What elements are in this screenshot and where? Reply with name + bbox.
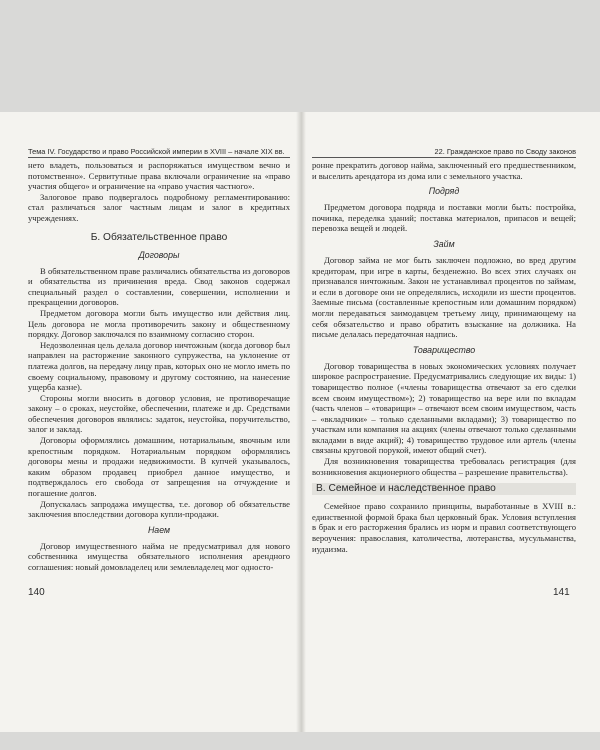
paragraph: Договор товарищества в новых экономических условиях получает широкое распространение. Предусматривались следующие их виды: 1) товарищество полное («члены товарищества отвечают за его сделки всем своим имуществом»); 2) товарищество на вере или по вкладам (часть членов – «товарищи» – отвечают всем своим имуществом, часть – «вкладчики» – только сделанными вкладами); 3) товарищество по участкам или компания на акциях (члены отвечают только сделанными вкладами в виде акций); 4) товарищество трудовое или артель (члены связаны круговой порукой, имеют общий счет). [312,360,576,456]
paragraph: Стороны могли вносить в договор условия, не противоречащие закону – о сроках, неустойке, обеспечении, платеже и др. Средствами обеспечения договоров являлись: задаток, неустойка, поручительство, залог и заклад. [28,392,290,435]
running-head-left: Тема IV. Государство и право Российской империи в XVIII – начале XIX вв. [28,147,290,158]
paragraph: В обязательственном праве различались обязательства из договоров и обязательства из причинения вреда. Свод законов содержал специальный раздел о составлении, совершении, исполнении и прекращении договоров. [28,265,290,308]
paragraph: Предметом договора могли быть имущество или действия лиц. Цель договора не могла противоречить закону и общественному порядку. Договор заключался по взаимному согласию сторон. [28,307,290,340]
subheading: Займ [433,238,455,249]
paragraph: Договор имущественного найма не предусматривал для нового собственника имущества обязательного исполнения арендного соглашения: новый домовладелец или землевладелец мог односто- [28,540,290,572]
paragraph: Договор займа не мог быть заключен подложно, во вред другим кредиторам, при игре в карты, безденежно. Во всех этих случаях он признавался ничтожным. Закон не устанавливал процентов по займам, и если в договоре они не определялись, исходили из шести процентов. Заемные письма (составленные крепостным или домашним порядком) могли передаваться заимодавцем третьему лицу, принимающему на себя обязательство и право обратить взыскание на должника. На письме делалась передаточная надпись. [312,254,576,340]
paragraph: Залоговое право подвергалось подробному регламентированию: стал различаться залог частным лицам и залог в кредитных учреждениях. [28,191,290,223]
paragraph: ронне прекратить договор найма, заключенный его предшественником, и выселить арендатора из дома или с земельного участка. [312,160,576,181]
paragraph: нето владеть, пользоваться и распоряжаться имуществом вечно и потомственно». Сервитутные права включали ограничение на «право участия общего» и ограничение на «право участия частного». [28,160,290,192]
subheading: Подряд [428,186,460,197]
subheading: Наем [147,524,171,535]
right-page [312,160,576,554]
section-title: В. Семейное и наследственное право [312,483,576,495]
paragraph: Семейное право сохранило принципы, выработанные в XVIII в.: единственной формой брака был церковный брак. Условия вступления в брак и его расторжения брались из норм и правил соответствующего вероучения: православия, католичества, лютеранства, мусульманства, иудаизма. [312,501,576,554]
subheading: Товарищество [412,344,476,355]
page-number: 140 [28,587,45,598]
paragraph: Недозволенная цель делала договор ничтожным (когда договор был направлен на расторжение законного супружества, на уклонение от платежа долгов, на передачу лицу прав, которых оно не могло иметь по своему социальному, правовому и другому состоянию, на нанесение ущерба казне). [28,339,290,393]
book-gutter [296,112,306,732]
paragraph: Предметом договора подряда и поставки могли быть: постройка, починка, переделка зданий; поставка материалов, припасов и вещей; перевозка вещей и людей. [312,202,576,234]
section-title: Б. Обязательственное право [90,231,228,243]
running-head-right: 22. Гражданское право по Своду законов [312,147,576,158]
page-number: 141 [553,587,570,598]
paragraph: Для возникновения товарищества требовалась регистрация (для возникновения акционерного общества – разрешение правительства). [312,456,576,477]
subheading: Договоры [138,249,180,260]
paragraph: Договоры оформлялись домашним, нотариальным, явочным или крепостным порядком. Нотариальным порядком оформлялись договоры мены и продажи недвижимости. В купчей указывалось, каким образом продавец приобрел данное имущество, и подтверждалось его свобода от запрещения на отчуждение и погашение долгов. [28,435,290,499]
paragraph: Допускалась запродажа имущества, т.е. договор об обязательстве заключения впоследствии договора купли-продажи. [28,498,290,520]
left-page [28,160,290,573]
